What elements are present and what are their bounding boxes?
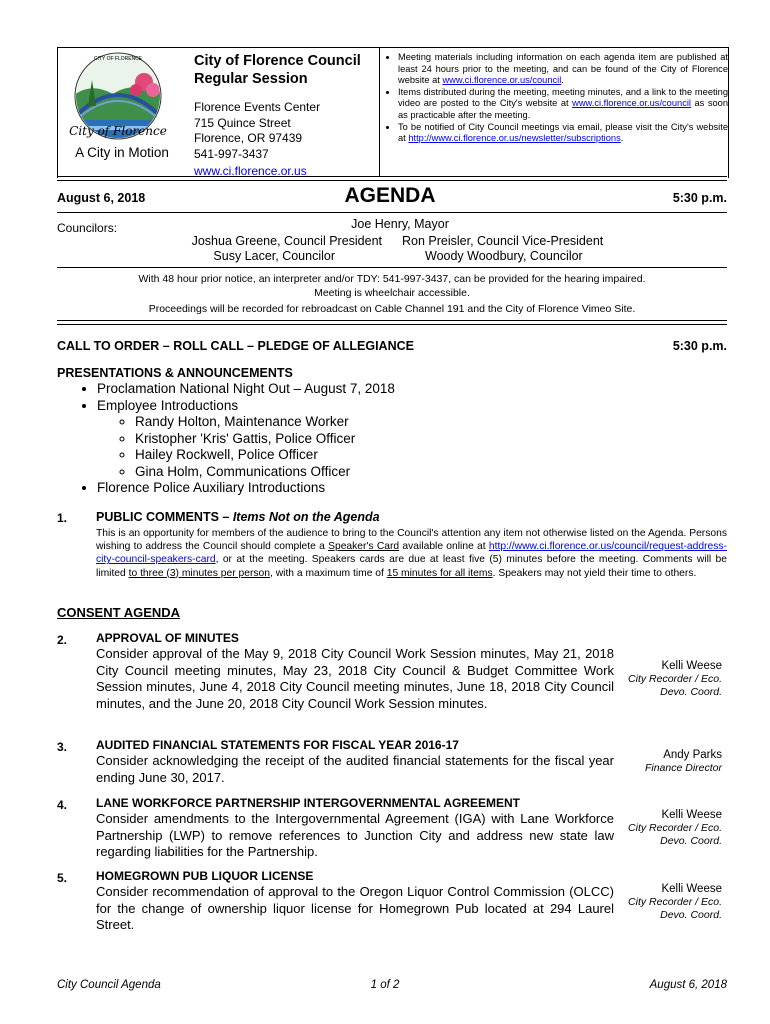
meeting-notes — [384, 52, 728, 145]
item-number: 5. — [57, 871, 68, 885]
presenter — [612, 659, 722, 699]
tagline: A City in Motion — [75, 145, 169, 160]
meeting-time: 5:30 p.m. — [672, 191, 727, 205]
presentations-heading: PRESENTATIONS & ANNOUNCEMENTS — [57, 366, 293, 380]
notices — [57, 273, 727, 317]
item-body: Consider acknowledging the receipt of the audited financial statements for the fiscal year ending June 30, 2017. — [96, 753, 614, 785]
presenter — [612, 808, 722, 848]
page-number: 1 of 2 — [370, 979, 400, 991]
item-body: Consider recommendation of approval to the Oregon Liquor Control Commission (OLCC) for the change of ownership liquor license for Homegrown Pub located at 294 Laurel Street. — [96, 884, 614, 932]
presenter-name: Kelli Weese — [661, 809, 722, 821]
item-title: AUDITED FINANCIAL STATEMENTS FOR FISCAL YEAR 2016-17 — [96, 738, 459, 752]
notice-wheelchair: Meeting is wheelchair accessible. — [314, 286, 470, 299]
employee-item: ◦ Hailey Rockwell, Police Officer — [135, 447, 727, 464]
note-item: • To be notified of City Council meetings via email, please visit the City's website at http://www.ci.florence.or.us/newsletter/subscriptions. — [398, 122, 728, 145]
presenter-role: City Recorder / Eco. Devo. Coord. — [628, 822, 722, 847]
item-number: 4. — [57, 798, 68, 812]
svg-text:CITY OF FLORENCE: CITY OF FLORENCE — [93, 56, 143, 62]
address-line-1: Florence Events Center — [194, 100, 321, 114]
agenda-item — [96, 869, 614, 934]
public-comments-title: PUBLIC COMMENTS – Items Not on the Agenda — [96, 510, 380, 524]
employee-item: ◦ Gina Holm, Communications Officer — [135, 464, 727, 481]
org-title-1: City of Florence Council — [194, 53, 361, 69]
presenter-name: Andy Parks — [663, 749, 722, 761]
website-link[interactable]: www.ci.florence.or.us — [194, 164, 307, 178]
call-to-order: CALL TO ORDER – ROLL CALL – PLEDGE OF ALLEGIANCE — [57, 339, 414, 353]
agenda-item — [96, 796, 614, 861]
meeting-date: August 6, 2018 — [57, 191, 146, 205]
header-rule — [57, 176, 727, 181]
notice-recording: Proceedings will be recorded for rebroadcast on Cable Channel 191 and the City of Florence Vimeo Site. — [148, 303, 636, 315]
presenter-name: Kelli Weese — [661, 883, 722, 895]
call-to-order-time: 5:30 p.m. — [672, 339, 727, 353]
mayor: Joe Henry, Mayor — [351, 217, 449, 231]
council-link[interactable]: www.ci.florence.or.us/council — [442, 75, 562, 86]
phone: 541-997-3437 — [194, 146, 269, 161]
org-block — [194, 52, 374, 180]
header-divider — [379, 47, 380, 177]
presenter-role: City Recorder / Eco. Devo. Coord. — [628, 673, 722, 698]
employee-item: ◦ Randy Holton, Maintenance Worker — [135, 414, 727, 431]
address-line-3: Florence, OR 97439 — [194, 131, 303, 145]
council-link[interactable]: www.ci.florence.or.us/council — [572, 98, 691, 109]
item-number: 3. — [57, 740, 68, 754]
footer-right: August 6, 2018 — [649, 979, 727, 991]
presenter-role: Finance Director — [644, 762, 722, 774]
logo-script-text: City of Florence — [69, 124, 167, 138]
presenter — [612, 882, 722, 922]
address-line-2: 715 Quince Street — [194, 115, 291, 130]
employee-list — [97, 414, 727, 480]
org-title-2: Regular Session — [194, 71, 308, 87]
agenda-item — [96, 631, 614, 712]
councilor-left-2: Susy Lacer, Councilor — [213, 249, 335, 263]
public-comments — [96, 510, 727, 580]
item-number: 2. — [57, 633, 68, 647]
notices-rule — [57, 320, 727, 325]
notice-interpreter: With 48 hour prior notice, an interpreter and/or TDY: 541-997-3437, can be provided for the hearing impaired. — [138, 273, 646, 285]
speakers-card-link[interactable]: http://www.ci.florence.or.us/council/request-address-city-council-speakers-card — [96, 541, 727, 566]
presenter — [612, 748, 722, 775]
item-number: 1. — [57, 511, 68, 525]
councilor-right-1: Ron Preisler, Council Vice-President — [402, 234, 604, 248]
councilor-left-1: Joshua Greene, Council President — [191, 234, 382, 248]
footer-left: City Council Agenda — [57, 979, 161, 991]
item-title: APPROVAL OF MINUTES — [96, 631, 239, 645]
presentations-list — [57, 381, 727, 497]
public-comments-body: This is an opportunity for members of the audience to bring to the Council's attention any item not otherwise listed on the Agenda. Persons wishing to address the Council should complete a Speaker's Card available online at http://www.ci.florence.or.us/council/request-address-city-council-speakers-card, or at the meeting. Speakers cards are due at least five (5) minutes before the meeting. Comments will be limited to three (3) minutes per person, with a maximum time of 15 minutes for all items. Speakers may not yield their time to others. — [96, 528, 727, 579]
presenter-role: City Recorder / Eco. Devo. Coord. — [628, 896, 722, 921]
list-item: • Employee Introductions ◦ Randy Holton, Maintenance Worker ◦ Kristopher 'Kris' Gattis, Police Officer ◦ Hailey Rockwell, Police Officer ◦ Gina Holm, Communications Officer — [97, 398, 727, 481]
councilors-label: Councilors: — [57, 221, 118, 235]
employee-item: ◦ Kristopher 'Kris' Gattis, Police Officer — [135, 431, 727, 448]
item-title: HOMEGROWN PUB LIQUOR LICENSE — [96, 869, 314, 883]
note-item: • Meeting materials including information on each agenda item are published at least 24 hours prior to the meeting, and can be found of the City of Florence website at www.ci.florence.or.us/council. — [398, 52, 728, 87]
consent-agenda-heading: CONSENT AGENDA — [57, 605, 181, 620]
agenda-rule — [57, 212, 727, 213]
presenter-name: Kelli Weese — [661, 660, 722, 672]
presentations-section — [57, 365, 727, 497]
note-item: • Items distributed during the meeting, meeting minutes, and a link to the meeting video are posted to the City's website at www.ci.florence.or.us/council as soon as practicable after the meeting. — [398, 87, 728, 122]
subscriptions-link[interactable]: http://www.ci.florence.or.us/newsletter/subscriptions — [408, 133, 621, 144]
item-body: Consider amendments to the Intergovernmental Agreement (IGA) with Lane Workforce Partnership (LWP) to remove references to Junction City and address new state law regarding liabilities for the Partnership. — [96, 811, 614, 859]
list-item: • Florence Police Auxiliary Introductions — [97, 480, 727, 497]
list-item: • Proclamation National Night Out – August 7, 2018 — [97, 381, 727, 398]
agenda-title: AGENDA — [344, 184, 436, 207]
item-body: Consider approval of the May 9, 2018 City Council Work Session minutes, May 21, 2018 City Council meeting minutes, May 23, 2018 City Council & Budget Committee Work Session minutes, June 4, 2018 City Council meeting minutes, June 18, 2018 City Council minutes, and the June 20, 2018 City Council Work Session minutes. — [96, 646, 614, 711]
agenda-item — [96, 738, 614, 786]
councilors-rule — [57, 267, 727, 268]
item-title: LANE WORKFORCE PARTNERSHIP INTERGOVERNMENTAL AGREEMENT — [96, 796, 521, 810]
councilor-right-2: Woody Woodbury, Councilor — [425, 249, 583, 263]
